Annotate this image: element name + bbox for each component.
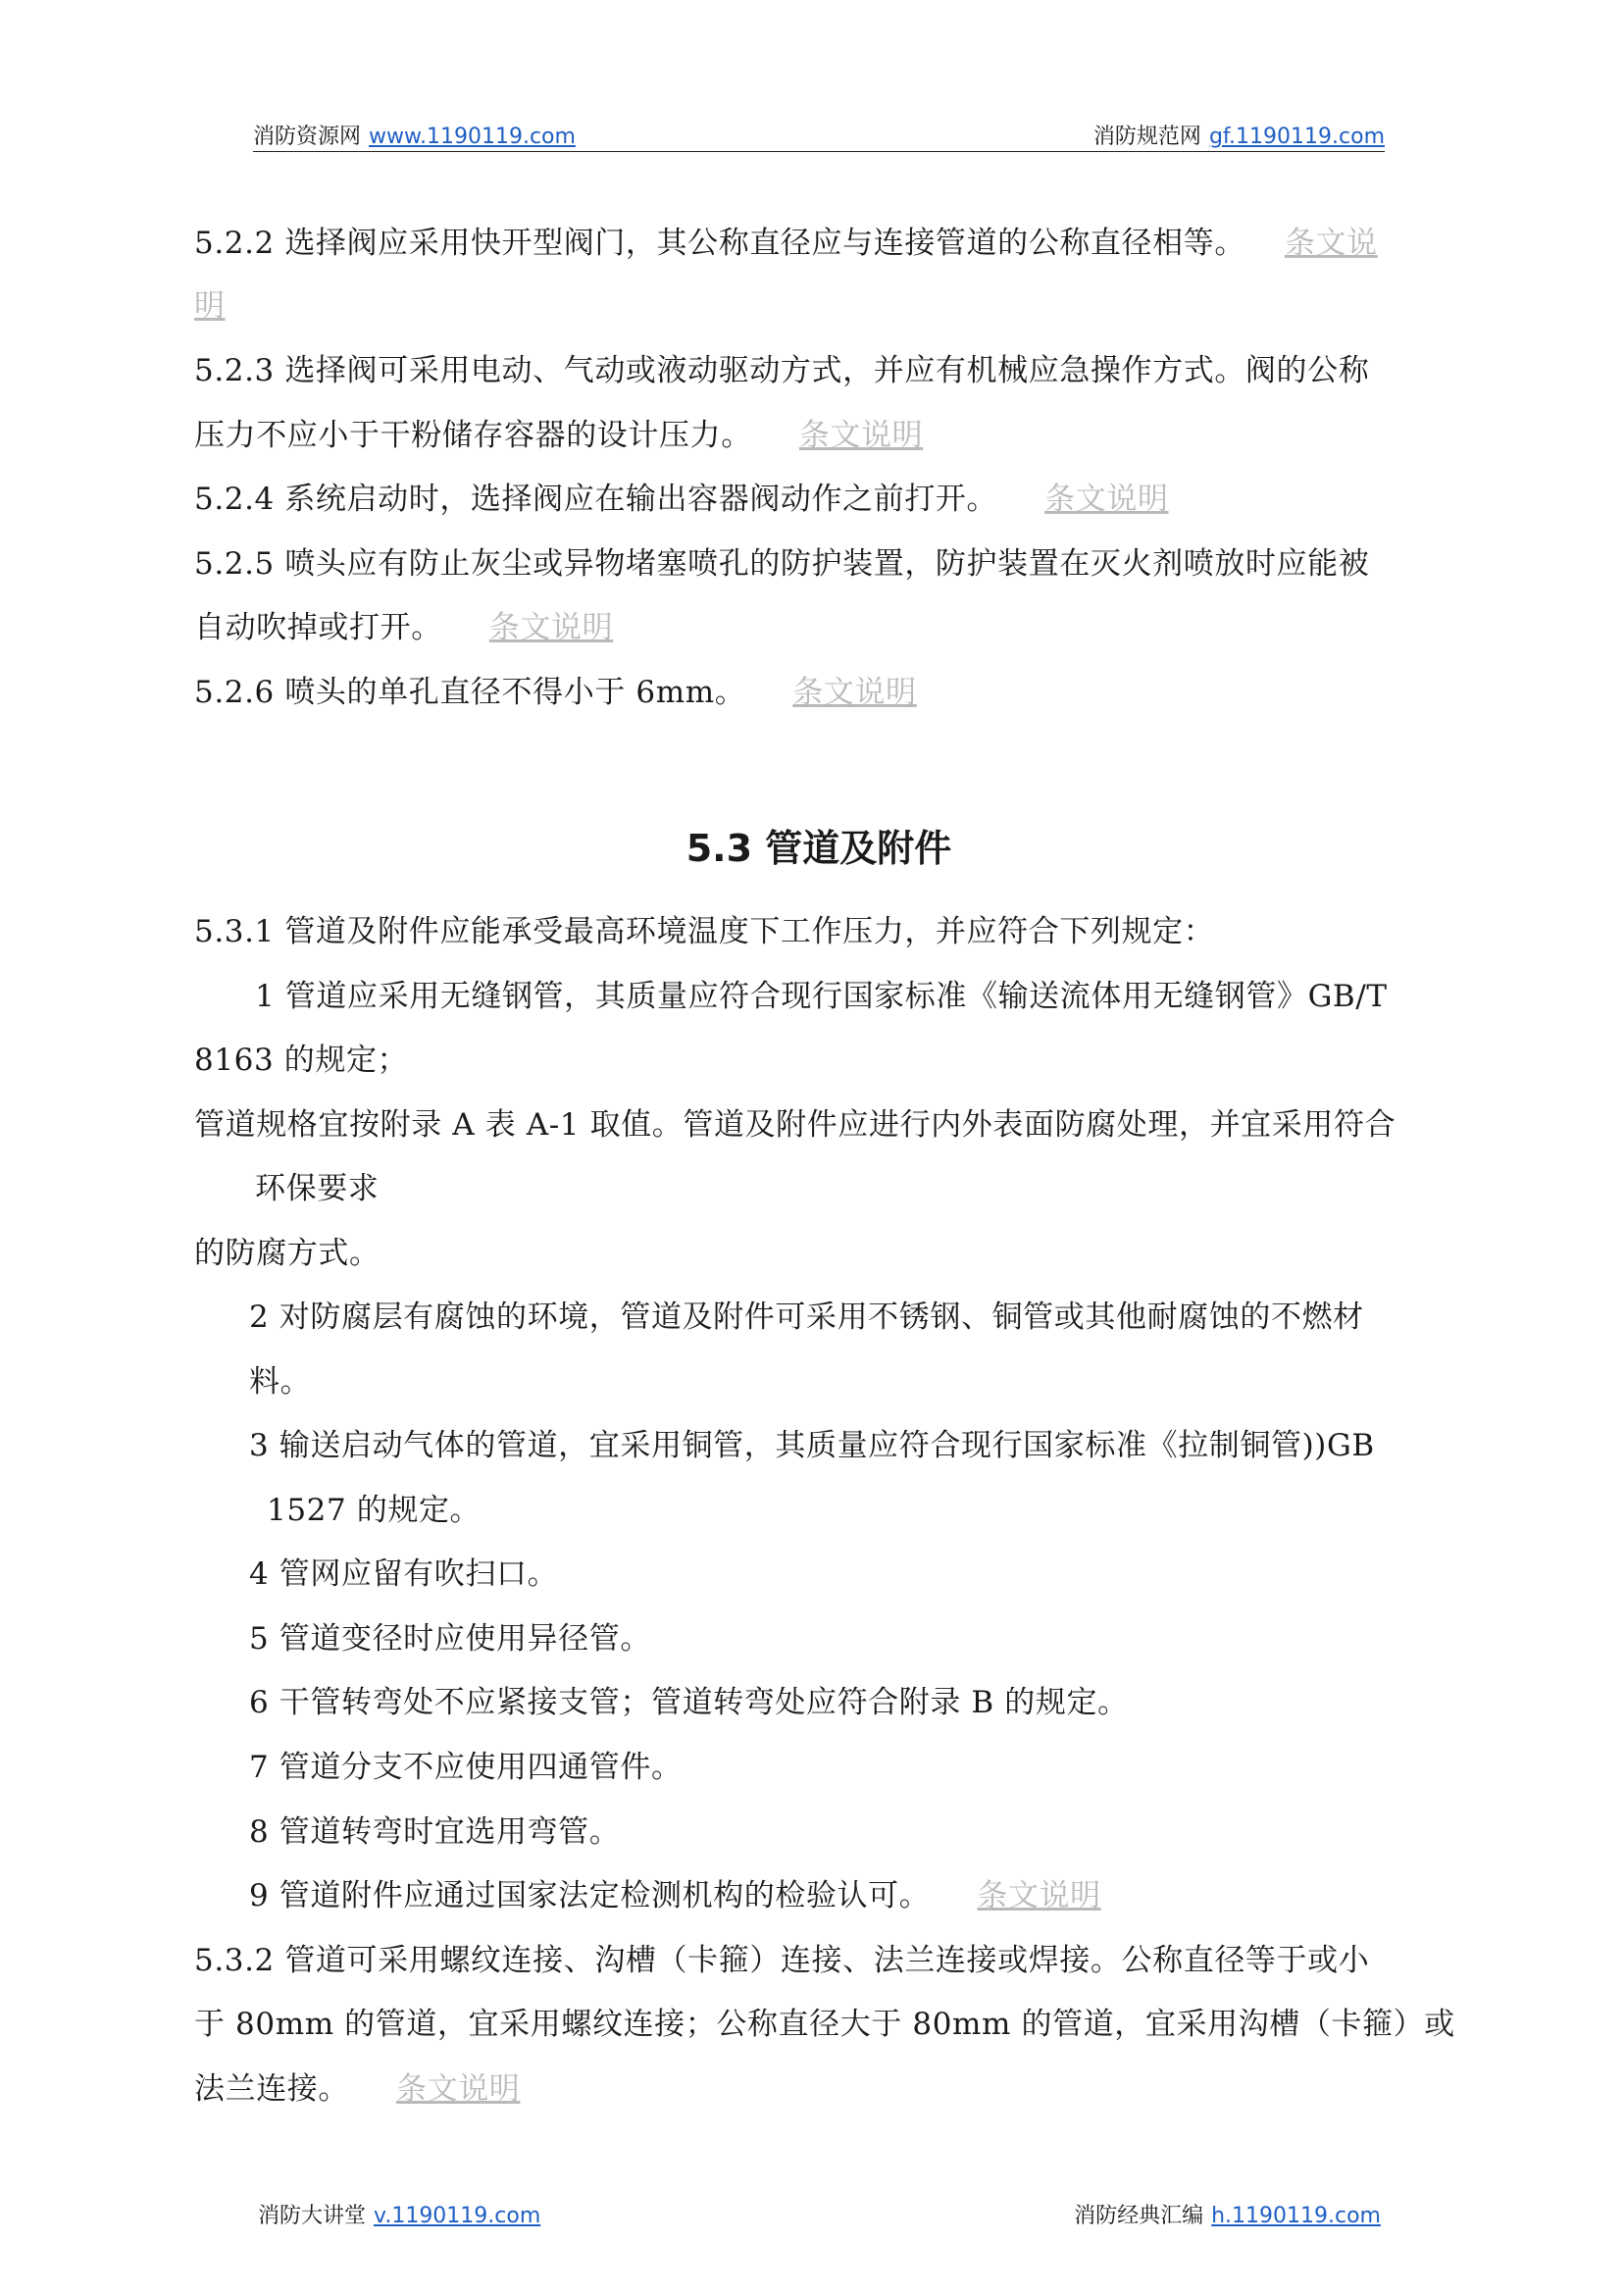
clause-5-2-3	[194, 351, 1369, 390]
header-right-label: 消防规范网	[1092, 125, 1201, 149]
item-text: 8 管道转弯时宜选用弯管。	[249, 1814, 621, 1850]
item-2-cont	[249, 1362, 311, 1402]
item-6	[249, 1683, 1129, 1722]
item-4	[249, 1555, 558, 1594]
footer-left-link[interactable]: v.1190119.com	[374, 2204, 541, 2228]
header-left-label: 消防资源网	[253, 125, 362, 149]
clause-text: 5.2.3 选择阀可采用电动、气动或液动驱动方式，并应有机械应急操作方式。阀的公称	[194, 353, 1370, 388]
item-text: 管道规格宜按附录 A 表 A-1 取值。管道及附件应进行内外表面防腐处理，并宜采用符合	[194, 1107, 1396, 1143]
header-right-link[interactable]: gf.1190119.com	[1208, 125, 1385, 149]
item-text: 8163 的规定；	[194, 1043, 409, 1078]
item-1-cont	[194, 1041, 408, 1080]
header-left-link[interactable]: www.1190119.com	[369, 125, 576, 149]
clause-text: 5.2.4 系统启动时，选择阀应在输出容器阀动作之前打开。	[194, 482, 998, 517]
item-text: 料。	[249, 1364, 312, 1400]
item-text: 9 管道附件应通过国家法定检测机构的检验认可。	[249, 1878, 931, 1913]
clause-5-3-1	[194, 912, 1214, 951]
clause-5-2-2-cont	[194, 286, 226, 326]
item-3-cont	[267, 1491, 481, 1530]
clause-note-link-cont[interactable]: 明	[194, 288, 226, 324]
clause-5-3-2-end	[194, 2069, 520, 2109]
page-footer	[253, 2199, 1385, 2230]
clause-note-link[interactable]: 条文说明	[488, 610, 614, 645]
item-text: 1527 的规定。	[267, 1493, 482, 1528]
item-text: 4 管网应留有吹扫口。	[249, 1556, 559, 1592]
clause-text: 5.3.1 管道及附件应能承受最高环境温度下工作压力，并应符合下列规定：	[194, 914, 1215, 949]
header-left	[253, 120, 576, 150]
clause-text: 5.2.5 喷头应有防止灰尘或异物堵塞喷孔的防护装置，防护装置在灭火剂喷放时应能被	[194, 546, 1370, 582]
clause-5-2-4	[194, 480, 1169, 519]
clause-5-3-2-cont	[194, 2005, 1455, 2044]
clause-5-2-6	[194, 673, 917, 712]
footer-right	[1074, 2199, 1381, 2229]
footer-right-label: 消防经典汇编	[1074, 2204, 1204, 2228]
clause-text: 自动吹掉或打开。	[194, 610, 442, 645]
item-text: 5 管道变径时应使用异径管。	[249, 1621, 651, 1657]
item-text: 1 管道应采用无缝钢管，其质量应符合现行国家标准《输送流体用无缝钢管》GB/T	[255, 979, 1388, 1014]
clause-note-link[interactable]: 条文说	[1284, 226, 1378, 261]
item-text: 6 干管转弯处不应紧接支管；管道转弯处应符合附录 B 的规定。	[249, 1685, 1129, 1720]
clause-text: 法兰连接。	[194, 2071, 349, 2107]
item-5	[249, 1619, 651, 1658]
clause-note-link[interactable]: 条文说明	[977, 1878, 1101, 1913]
clause-text: 压力不应小于干粉储存容器的设计压力。	[194, 418, 752, 453]
pipe-spec-line	[194, 1105, 1396, 1145]
clause-note-link[interactable]: 条文说明	[396, 2071, 521, 2107]
clause-5-2-2	[194, 224, 1378, 263]
clause-text: 5.2.2 选择阀应采用快开型阀门，其公称直径应与连接管道的公称直径相等。	[194, 226, 1245, 261]
clause-text: 5.2.6 喷头的单孔直径不得小于 6mm。	[194, 675, 746, 710]
item-7	[249, 1748, 683, 1787]
clause-text: 5.3.2 管道可采用螺纹连接、沟槽（卡箍）连接、法兰连接或焊接。公称直径等于或小	[194, 1943, 1370, 1978]
item-3	[249, 1426, 1375, 1465]
item-1	[255, 977, 1388, 1016]
footer-left-label: 消防大讲堂	[258, 2204, 367, 2228]
item-2	[249, 1298, 1364, 1337]
footer-right-link[interactable]: h.1190119.com	[1211, 2204, 1381, 2228]
section-title: 5.3 管道及附件	[685, 827, 952, 870]
clause-note-link[interactable]: 条文说明	[798, 418, 924, 453]
footer-left	[258, 2199, 540, 2229]
page-header	[253, 118, 1385, 152]
item-text: 环保要求	[255, 1171, 380, 1206]
item-text: 7 管道分支不应使用四通管件。	[249, 1750, 683, 1785]
header-right	[1093, 120, 1385, 150]
item-text: 2 对防腐层有腐蚀的环境，管道及附件可采用不锈钢、铜管或其他耐腐蚀的不燃材	[249, 1300, 1364, 1335]
item-text: 的防腐方式。	[194, 1236, 381, 1271]
item-text: 3 输送启动气体的管道，宜采用铜管，其质量应符合现行国家标准《拉制铜管))GB	[249, 1428, 1375, 1463]
clause-note-link[interactable]: 条文说明	[1044, 482, 1169, 517]
clause-5-2-5-cont	[194, 608, 613, 647]
clause-note-link[interactable]: 条文说明	[792, 675, 917, 710]
pipe-spec-line-cont	[255, 1169, 379, 1208]
clause-5-3-2	[194, 1941, 1369, 1980]
clause-5-2-3-cont	[194, 416, 923, 455]
item-9	[249, 1876, 1101, 1915]
clause-text: 于 80mm 的管道，宜采用螺纹连接；公称直径大于 80mm 的管道，宜采用沟槽（卡箍）或	[194, 2007, 1455, 2042]
pipe-spec-line-end	[194, 1234, 381, 1273]
clause-5-2-5	[194, 544, 1369, 584]
item-8	[249, 1812, 620, 1852]
